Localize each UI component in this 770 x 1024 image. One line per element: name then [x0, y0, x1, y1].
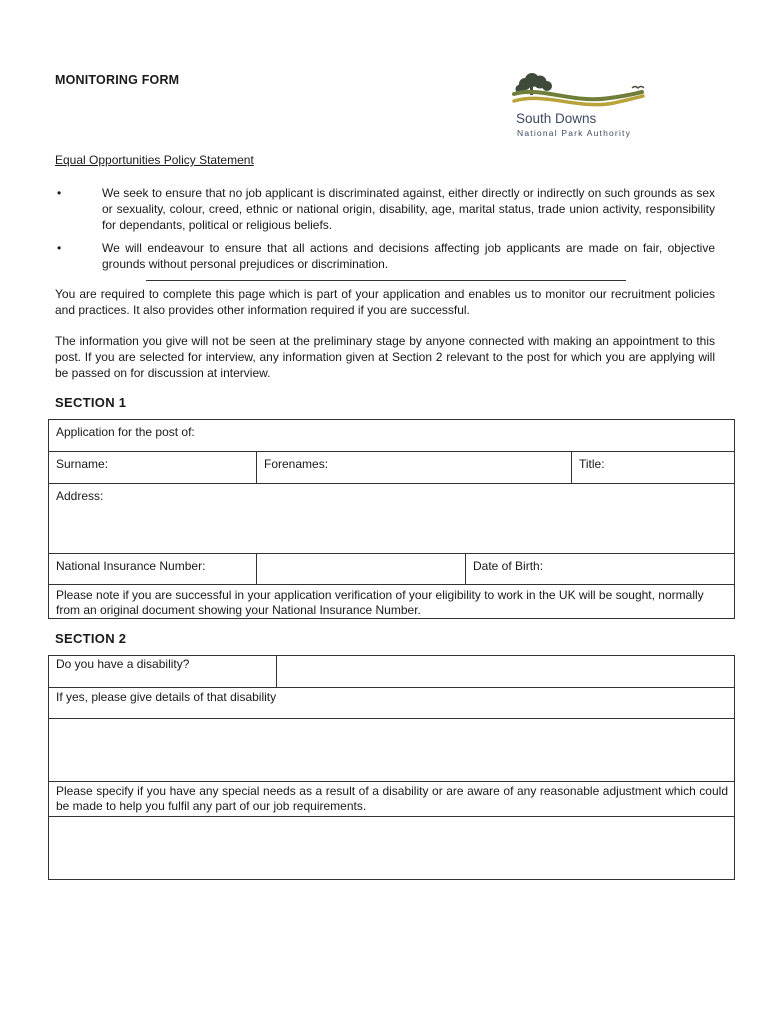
- disability-details-field[interactable]: [49, 719, 735, 782]
- address-label: Address:: [56, 489, 104, 503]
- special-needs-field[interactable]: [49, 817, 735, 880]
- post-label: Application for the post of:: [56, 425, 195, 439]
- disability-question: Do you have a disability?: [56, 657, 190, 671]
- intro-paragraph: The information you give will not be seen at the preliminary stage by anyone connected with making an appointment to this post. If you are selected for interview, any information given at Section 2 relevant to the post for which you are applying will be passed on for discussion at interview.: [55, 334, 715, 380]
- policy-bullet: We will endeavour to ensure that all actions and decisions affecting job applicants are made on fair, objective grounds without personal prejudices or discrimination.: [102, 241, 715, 271]
- disability-details-label: If yes, please give details of that disability: [56, 690, 277, 704]
- post-field[interactable]: [49, 420, 735, 452]
- disability-details-label-cell: [49, 688, 735, 719]
- ni-label-cell: [49, 554, 257, 585]
- special-needs-label-cell: [49, 782, 735, 817]
- section-1-table: [48, 419, 735, 619]
- bullet-icon: •: [57, 241, 62, 255]
- section-2-table: [48, 655, 735, 880]
- eligibility-note-text: Please note if you are successful in your application verification of your eligibility to work in the UK will be sought, normally from an original document showing your National Insurance Number.: [56, 588, 704, 617]
- address-field[interactable]: [49, 484, 735, 554]
- logo-name: South Downs: [516, 111, 597, 126]
- disability-answer-field[interactable]: [277, 656, 735, 688]
- dob-field[interactable]: [466, 554, 735, 585]
- section-2-heading: SECTION 2: [55, 631, 127, 646]
- forenames-label: Forenames:: [264, 457, 329, 471]
- dob-label: Date of Birth:: [473, 559, 544, 573]
- policy-bullet: We seek to ensure that no job applicant is discriminated against, either directly or indirectly on such grounds as sex or sexuality, colour, creed, ethnic or national origin, disability, age, marital status, trade union activity, responsibility for dependants, political or religious beliefs.: [102, 186, 715, 232]
- bird-icon: [632, 87, 644, 89]
- bullet-icon: •: [57, 186, 62, 200]
- eligibility-note: [49, 585, 735, 619]
- surname-label: Surname:: [56, 457, 109, 471]
- title-field[interactable]: [572, 452, 735, 484]
- divider: [146, 280, 626, 281]
- logo-subtitle: National Park Authority: [517, 128, 632, 138]
- section-1-heading: SECTION 1: [55, 395, 127, 410]
- disability-question-cell: [49, 656, 277, 688]
- forenames-field[interactable]: [257, 452, 572, 484]
- ni-label: National Insurance Number:: [56, 559, 206, 573]
- title-label: Title:: [579, 457, 605, 471]
- intro-paragraph: You are required to complete this page which is part of your application and enables us to monitor our recruitment policies and practices. It also provides other information required if you are successful.: [55, 287, 715, 317]
- policy-heading: Equal Opportunities Policy Statement: [55, 153, 254, 167]
- form-title: MONITORING FORM: [55, 73, 180, 87]
- special-needs-label: Please specify if you have any special needs as a result of a disability or are aware of any reasonable adjustment which could be made to help you fulfil any part of our job requirements.: [56, 784, 728, 813]
- surname-field[interactable]: [49, 452, 257, 484]
- ni-field[interactable]: [257, 554, 466, 585]
